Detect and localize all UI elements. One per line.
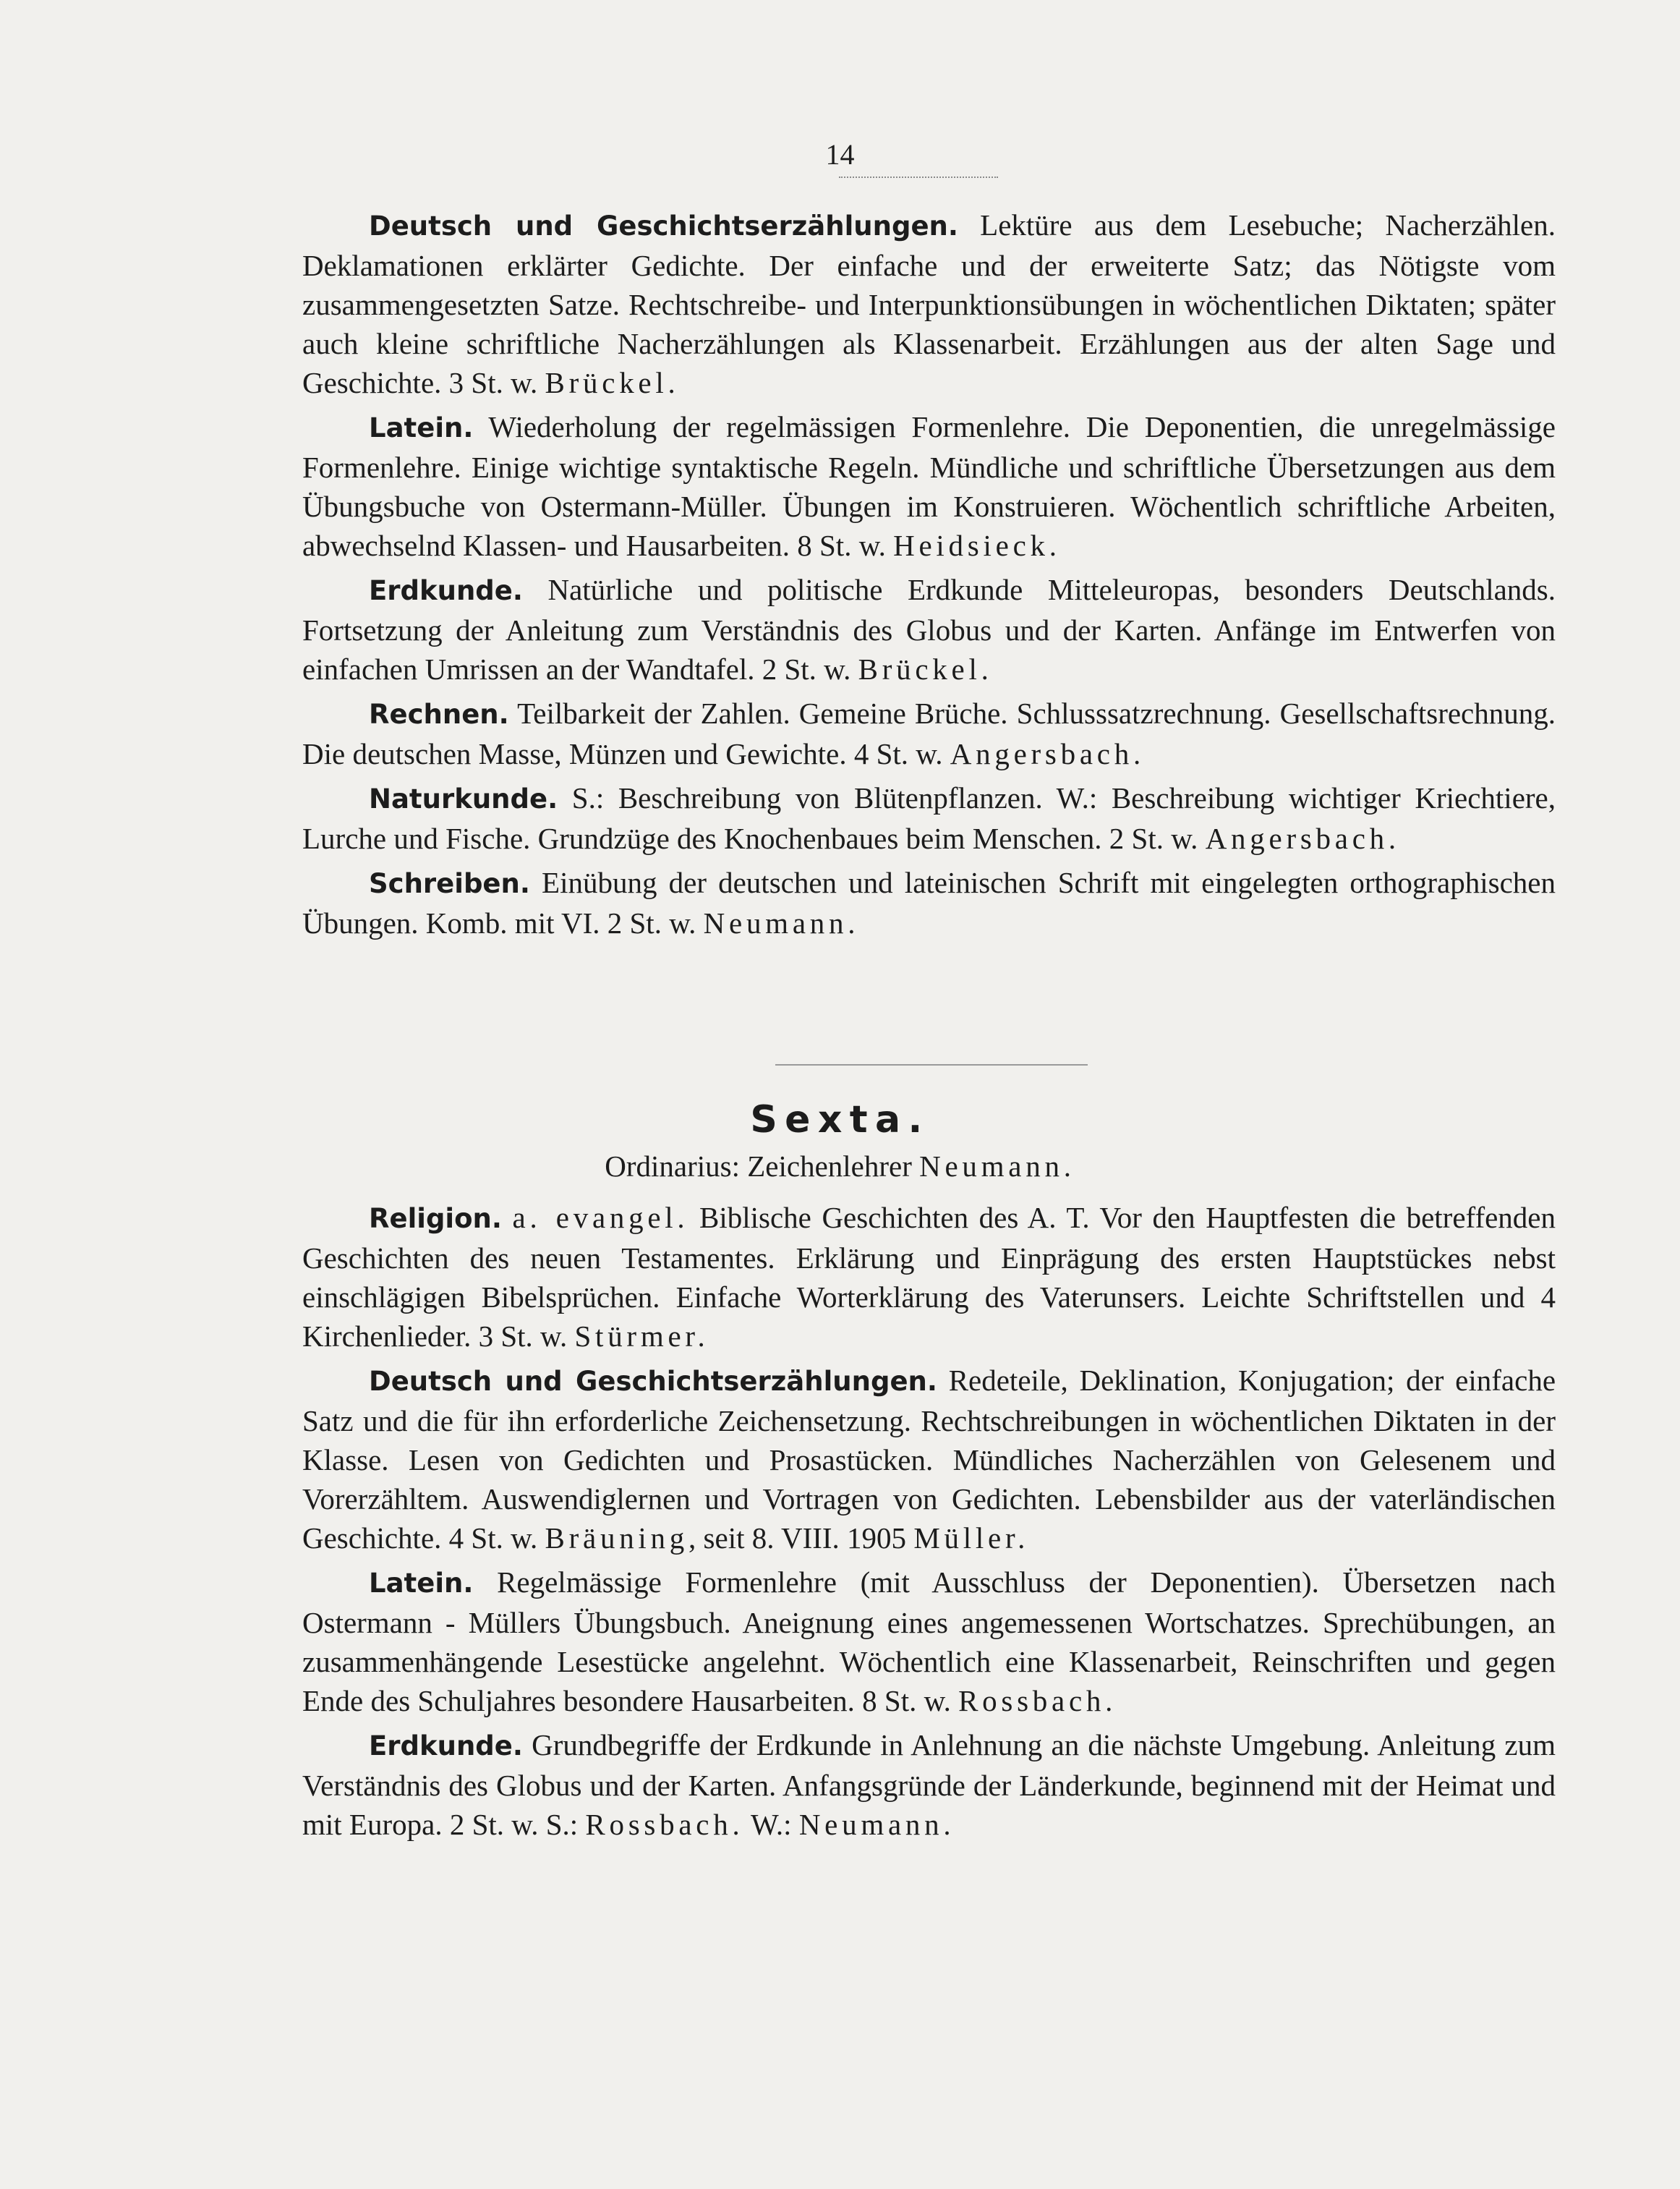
paragraph-text: Wiederholung der regelmässigen Formenlehre. Die Deponentien, die unregelmässige Formenlehre. Einige wichtige syntaktische Regeln. Mündliche und schriftliche Übersetzungen aus dem Übungsbuche von Ostermann-Müller. Übungen im Konstruieren. Wöchentlich schriftliche Arbeiten, abwechselnd Klassen- und Hausarbeiten. 8 St. w. (302, 410, 1556, 562)
teacher-name: Neumann. (703, 906, 860, 940)
paragraph-naturkunde (302, 778, 1556, 858)
paragraph-religion (302, 1198, 1556, 1356)
ordinarius-name: Neumann. (919, 1149, 1075, 1183)
subject-heading: Naturkunde. (369, 783, 558, 815)
paragraph-erdkunde (302, 1725, 1556, 1844)
paragraph-schreiben (302, 863, 1556, 943)
paragraph-rechnen (302, 694, 1556, 773)
section-separator (775, 1064, 1088, 1066)
teacher-name: Rossbach. (585, 1808, 744, 1841)
paragraph-erdkunde (302, 570, 1556, 689)
teacher-name: Rossbach. (958, 1684, 1117, 1717)
teacher-name: Neumann. (798, 1808, 955, 1841)
paragraph-text: Lektüre aus dem Lesebuche; Nacherzählen. Deklamationen erklärter Gedichte. Der einfache und der erweiterte Satz; das Nötigste vom zusammengesetzten Satze. Rechtschreibe- und Interpunktionsübungen in wöchentlichen Diktaten; später auch kleine schriftliche Nacherzählungen als Klassenarbeit. Erzählungen aus der alten Sage und Geschichte. 3 St. w. (302, 208, 1556, 399)
teacher-name: Angersbach. (950, 737, 1145, 770)
teacher-name: Müller. (913, 1521, 1030, 1555)
teacher-name: Bräuning (545, 1521, 689, 1555)
subject-heading: Erdkunde. (369, 1730, 523, 1761)
teacher-name: Stürmer. (574, 1319, 709, 1353)
subject-heading: Latein. (369, 412, 474, 443)
ordinarius-line (0, 1149, 1680, 1183)
teacher-name: Heidsieck. (893, 529, 1061, 562)
paragraph-text: Teilbarkeit der Zahlen. Gemeine Brüche. Schlusssatzrechnung. Gesellschaftsrechnung. Die deutschen Masse, Münzen und Gewichte. 4 St. w. (302, 697, 1556, 770)
ordinarius-label: Ordinarius: Zeichenlehrer (605, 1149, 920, 1183)
subject-heading: Religion. (369, 1203, 502, 1234)
decorative-rule (839, 177, 998, 178)
section-sexta (302, 1198, 1556, 1844)
paragraph-text: Grundbegriffe der Erdkunde in Anlehnung an die nächste Umgebung. Anleitung zum Verständnis des Globus und der Karten. Anfangsgründe der Länderkunde, beginnend mit der Heimat und mit Europa. 2 St. w. S.: (302, 1728, 1556, 1841)
paragraph-text: Redeteile, Deklination, Konjugation; der einfache Satz und die für ihn erforderliche Zeichensetzung. Rechtschreibungen in wöchentlichen Diktaten in der Klasse. Lesen von Gedichten und Prosastücken. Mündliches Nacherzählen von Gelesenem und Vorerzähltem. Auswendiglernen und Vortragen von Gedichten. Lebensbilder aus der vaterländischen Geschichte. 4 St. w. (302, 1364, 1556, 1555)
paragraph-text: Einübung der deutschen und lateinischen Schrift mit eingelegten orthographischen Übungen. Komb. mit VI. 2 St. w. (302, 866, 1556, 940)
class-heading: Sexta. (750, 1098, 930, 1142)
subject-heading: Erdkunde. (369, 575, 523, 606)
subject-heading: Rechnen. (369, 699, 509, 730)
paragraph-deutsch (302, 205, 1556, 402)
paragraph-latein (302, 407, 1556, 565)
paragraph-text: Natürliche und politische Erdkunde Mitteleuropas, besonders Deutschlands. Fortsetzung der Anleitung zum Verständnis des Globus und der Karten. Anfänge im Entwerfen von einfachen Umrissen an der Wandtafel. 2 St. w. (302, 573, 1556, 686)
paragraph-deutsch (302, 1361, 1556, 1557)
denomination-label: a. evangel. (512, 1201, 689, 1234)
page-number: 14 (825, 138, 855, 171)
teacher-name: Brückel. (858, 653, 993, 686)
subject-heading: Deutsch und Geschichtserzählungen. (369, 211, 958, 242)
section-continued (302, 205, 1556, 943)
paragraph-text: , seit 8. VIII. 1905 (688, 1521, 914, 1555)
paragraph-text: Biblische Geschichten des A. T. Vor den Hauptfesten die betreffenden Geschichten des neuen Testamentes. Erklärung und Einprägung des ersten Hauptstückes nebst einschlägigen Bibelsprüchen. Einfache Worterklärung des Vaterunsers. Leichte Schriftstellen und 4 Kirchenlieder. 3 St. w. (302, 1201, 1556, 1353)
subject-heading: Deutsch und Geschichtserzählungen. (369, 1366, 937, 1397)
paragraph-text (502, 1201, 513, 1234)
paragraph-text: W.: (743, 1808, 799, 1841)
teacher-name: Brückel. (545, 366, 680, 399)
paragraph-text: Regelmässige Formenlehre (mit Ausschluss der Deponentien). Übersetzen nach Ostermann - Müllers Übungsbuch. Aneignung eines angemessenen Wortschatzes. Sprechübungen, an zusammenhängende Lesestücke angelehnt. Wöchentlich eine Klassenarbeit, Reinschriften und gegen Ende des Schuljahres besondere Hausarbeiten. 8 St. w. (302, 1565, 1556, 1717)
paragraph-latein (302, 1563, 1556, 1720)
subject-heading: Schreiben. (369, 868, 530, 899)
paragraph-text: S.: Beschreibung von Blütenpflanzen. W.: Beschreibung wichtiger Kriechtiere, Lurche und Fische. Grundzüge des Knochenbaues beim Menschen. 2 St. w. (302, 781, 1556, 855)
subject-heading: Latein. (369, 1568, 474, 1599)
teacher-name: Angersbach. (1205, 822, 1400, 855)
